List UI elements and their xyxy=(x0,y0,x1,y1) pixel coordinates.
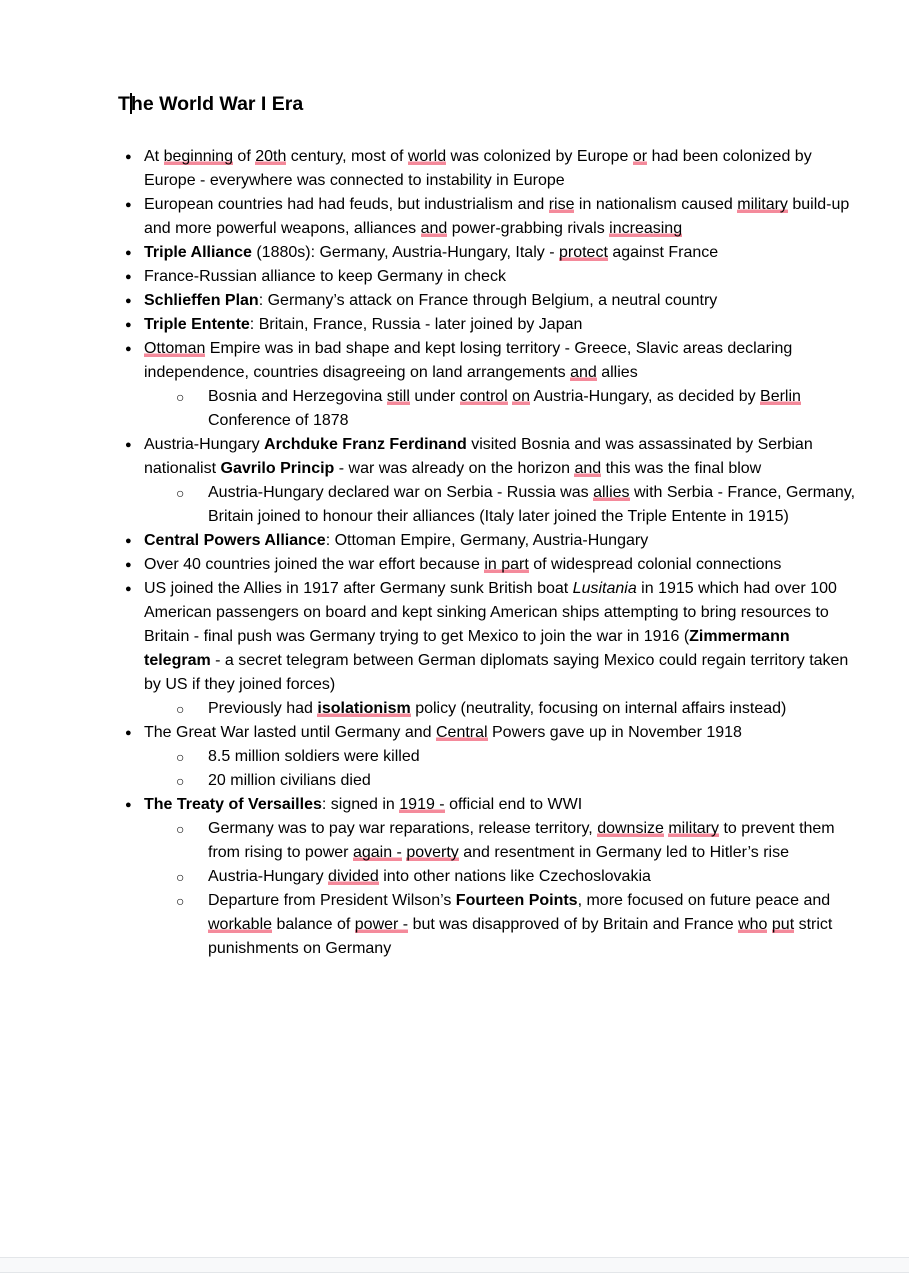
text-segment: The Treaty of Versailles xyxy=(144,796,322,813)
text-segment: to prevent them from rising to power xyxy=(208,820,835,861)
text-segment: At xyxy=(144,148,164,165)
suggestion-underlined-text: increasing xyxy=(609,220,683,237)
list-item[interactable] xyxy=(118,337,857,385)
next-page-top xyxy=(0,1273,909,1280)
text-segment: century, most of xyxy=(286,148,408,165)
bullet-disc-icon: ● xyxy=(125,343,132,355)
text-segment: Departure from President Wilson’s xyxy=(208,892,456,909)
suggestion-underlined-text: and xyxy=(420,220,448,237)
bullet-disc-icon: ● xyxy=(125,295,132,307)
list-item[interactable] xyxy=(118,385,857,433)
text-segment: Austria-Hungary, as decided by xyxy=(529,388,761,405)
text-segment: Zimmermann telegram xyxy=(144,628,790,669)
text-segment: Over 40 countries joined the war effort because xyxy=(144,556,485,573)
suggestion-underlined-text: put xyxy=(771,916,795,933)
text-segment: Schlieffen Plan xyxy=(144,292,259,309)
text-segment: had been colonized by Europe - everywhere was connected to instability in Europe xyxy=(144,148,812,189)
list-item[interactable] xyxy=(118,745,857,769)
text-segment: Previously had xyxy=(208,700,318,717)
text-segment: against France xyxy=(607,244,719,261)
list-item-text xyxy=(144,436,813,477)
suggestion-underlined-text: divided xyxy=(328,868,379,885)
suggestion-underlined-text: or xyxy=(632,148,648,165)
suggestion-underlined-text: allies xyxy=(593,484,630,501)
list-item-text xyxy=(208,388,801,429)
text-segment: was colonized by Europe xyxy=(446,148,633,165)
list-item-text xyxy=(208,484,855,525)
list-item-text xyxy=(144,196,849,237)
text-segment: - war was already on the horizon xyxy=(334,460,575,477)
suggestion-underlined-text: workable xyxy=(208,916,273,933)
suggestion-underlined-text: military xyxy=(668,820,720,837)
text-segment: - a secret telegram between German diplomats saying Mexico could regain territory taken by US if they joined forces) xyxy=(144,652,849,693)
text-segment: visited Bosnia and was assassinated by Serbian nationalist xyxy=(144,436,813,477)
text-segment: France-Russian alliance to keep Germany in check xyxy=(144,268,506,285)
list-item[interactable] xyxy=(118,313,857,337)
text-segment: under xyxy=(409,388,460,405)
list-item-text xyxy=(208,892,832,957)
list-item[interactable] xyxy=(118,145,857,193)
bullet-circle-icon: ○ xyxy=(176,749,185,765)
title-text-before-caret: T xyxy=(118,93,130,115)
page-gap xyxy=(0,1257,909,1273)
text-segment: in 1915 which had over 100 American passengers on board and kept sinking American ships attempting to bring resources to Britain - final push was Germany trying to get Mexico to join the war in 1916 ( xyxy=(144,580,837,645)
text-segment: Conference of 1878 xyxy=(208,412,349,429)
list-item-text xyxy=(144,148,812,189)
bullet-disc-icon: ● xyxy=(125,727,132,739)
text-segment: Austria-Hungary xyxy=(144,436,265,453)
text-segment: European countries had had feuds, but industrialism and xyxy=(144,196,549,213)
list-item[interactable] xyxy=(118,265,857,289)
text-segment: Austria-Hungary xyxy=(208,868,329,885)
suggestion-underlined-text: 20th xyxy=(255,148,287,165)
list-item-text xyxy=(144,796,582,813)
suggestion-underlined-text: again - xyxy=(352,844,402,861)
suggestion-underlined-text: downsize xyxy=(597,820,664,837)
suggestion-underlined-text: beginning xyxy=(163,148,233,165)
suggestion-underlined-text: and xyxy=(570,364,597,381)
list-item[interactable] xyxy=(118,433,857,481)
suggestion-underlined-text: who xyxy=(738,916,768,933)
text-segment: of xyxy=(232,148,256,165)
text-segment: Powers gave up in November 1918 xyxy=(487,724,742,741)
text-segment: The Great War lasted until Germany and xyxy=(144,724,436,741)
bullet-list xyxy=(118,145,857,961)
text-segment: and resentment in Germany led to Hitler’s rise xyxy=(458,844,789,861)
bullet-disc-icon: ● xyxy=(125,271,132,283)
list-item[interactable] xyxy=(118,289,857,313)
text-segment: : Germany’s attack on France through Belgium, a neutral country xyxy=(258,292,718,309)
list-item[interactable] xyxy=(118,193,857,241)
bullet-disc-icon: ● xyxy=(125,319,132,331)
list-item-text xyxy=(144,724,742,741)
list-item[interactable] xyxy=(118,577,857,697)
list-item[interactable] xyxy=(118,889,857,961)
bullet-disc-icon: ● xyxy=(125,535,132,547)
suggestion-underlined-text: rise xyxy=(548,196,575,213)
list-item-text xyxy=(208,700,786,717)
document-title[interactable] xyxy=(118,91,857,117)
list-item[interactable] xyxy=(118,553,857,577)
suggestion-underlined-text: military xyxy=(737,196,788,213)
list-item[interactable] xyxy=(118,721,857,745)
bullet-disc-icon: ● xyxy=(125,247,132,259)
suggestion-underlined-text: power - xyxy=(354,916,409,933)
list-item[interactable] xyxy=(118,529,857,553)
list-item-text xyxy=(144,580,848,693)
text-segment: strict punishments on Germany xyxy=(208,916,833,957)
list-item[interactable] xyxy=(118,865,857,889)
text-segment: 20 million civilians died xyxy=(208,772,371,789)
suggestion-underlined-text: on xyxy=(512,388,530,405)
list-item-text xyxy=(144,532,648,549)
list-item-text xyxy=(144,316,582,333)
text-segment: official end to WWI xyxy=(444,796,583,813)
list-item-text xyxy=(144,340,792,381)
text-segment: Lusitania xyxy=(572,580,637,597)
list-item-text xyxy=(144,556,781,573)
text-segment: Empire was in bad shape and kept losing territory - Greece, Slavic areas declaring independence, countries disagreeing on land arrangements xyxy=(144,340,793,381)
text-segment: Fourteen Points xyxy=(455,892,578,909)
list-item-text xyxy=(208,772,371,789)
bullet-disc-icon: ● xyxy=(125,559,132,571)
suggestion-underlined-text: Berlin xyxy=(760,388,801,405)
list-item[interactable] xyxy=(118,769,857,793)
text-segment: Germany was to pay war reparations, release territory, xyxy=(208,820,598,837)
list-item[interactable] xyxy=(118,481,857,529)
text-segment: with Serbia - France, Germany, Britain joined to honour their alliances (Italy later joined the Triple Entente in 1915) xyxy=(208,484,856,525)
list-item-text xyxy=(208,748,420,765)
text-segment: in nationalism caused xyxy=(574,196,738,213)
text-segment: Central Powers Alliance xyxy=(144,532,326,549)
list-item[interactable] xyxy=(118,817,857,865)
list-item-text xyxy=(144,244,718,261)
text-segment: balance of xyxy=(272,916,355,933)
text-segment: policy (neutrality, focusing on internal affairs instead) xyxy=(410,700,787,717)
suggestion-underlined-text: Central xyxy=(435,724,488,741)
suggestion-underlined-text: in part xyxy=(484,556,529,573)
suggestion-underlined-text: Ottoman xyxy=(144,340,206,357)
text-segment: Bosnia and Herzegovina xyxy=(208,388,387,405)
bullet-circle-icon: ○ xyxy=(176,821,185,837)
text-segment: US joined the Allies in 1917 after Germany sunk British boat xyxy=(144,580,573,597)
text-segment: power-grabbing rivals xyxy=(447,220,610,237)
text-segment: (1880s): Germany, Austria-Hungary, Italy - xyxy=(251,244,559,261)
list-item-text xyxy=(144,292,717,309)
suggestion-underlined-text: still xyxy=(386,388,410,405)
suggestion-underlined-text: control xyxy=(459,388,508,405)
text-segment: Triple Entente xyxy=(144,316,250,333)
text-segment: , more focused on future peace and xyxy=(577,892,831,909)
bullet-circle-icon: ○ xyxy=(176,773,185,789)
suggestion-underlined-text: 1919 - xyxy=(399,796,445,813)
text-segment: : Ottoman Empire, Germany, Austria-Hungary xyxy=(325,532,649,549)
text-segment: Triple Alliance xyxy=(144,244,252,261)
bullet-disc-icon: ● xyxy=(125,439,132,451)
list-item-text xyxy=(208,820,835,861)
text-segment: Austria-Hungary declared war on Serbia - Russia was xyxy=(208,484,594,501)
list-item-text xyxy=(208,868,651,885)
title-text-after-caret: he World War I Era xyxy=(130,93,304,115)
bullet-disc-icon: ● xyxy=(125,151,132,163)
bullet-circle-icon: ○ xyxy=(176,389,185,405)
bullet-circle-icon: ○ xyxy=(176,893,185,909)
suggestion-underlined-text: poverty xyxy=(406,844,459,861)
list-item[interactable] xyxy=(118,697,857,721)
bullet-circle-icon: ○ xyxy=(176,485,185,501)
bullet-disc-icon: ● xyxy=(125,199,132,211)
text-segment: Archduke Franz Ferdinand xyxy=(264,436,467,453)
list-item[interactable] xyxy=(118,793,857,817)
text-segment: allies xyxy=(596,364,638,381)
text-segment: : signed in xyxy=(321,796,400,813)
text-segment: Gavrilo Princip xyxy=(220,460,335,477)
list-item[interactable] xyxy=(118,241,857,265)
text-segment: this was the final blow xyxy=(601,460,762,477)
text-segment: : Britain, France, Russia - later joined by Japan xyxy=(249,316,583,333)
list-item-text xyxy=(144,268,506,285)
bullet-circle-icon: ○ xyxy=(176,701,185,717)
text-segment: 8.5 million soldiers were killed xyxy=(208,748,420,765)
text-segment: build-up and more powerful weapons, alliances xyxy=(144,196,850,237)
bullet-disc-icon: ● xyxy=(125,583,132,595)
bullet-circle-icon: ○ xyxy=(176,869,185,885)
suggestion-underlined-text: world xyxy=(407,148,447,165)
bullet-disc-icon: ● xyxy=(125,799,132,811)
text-segment: but was disapproved of by Britain and France xyxy=(408,916,739,933)
suggestion-underlined-text: protect xyxy=(558,244,608,261)
suggestion-underlined-text: isolationism xyxy=(317,700,411,717)
suggestion-underlined-text: and xyxy=(574,460,602,477)
text-segment: into other nations like Czechoslovakia xyxy=(378,868,651,885)
text-segment: of widespread colonial connections xyxy=(528,556,782,573)
